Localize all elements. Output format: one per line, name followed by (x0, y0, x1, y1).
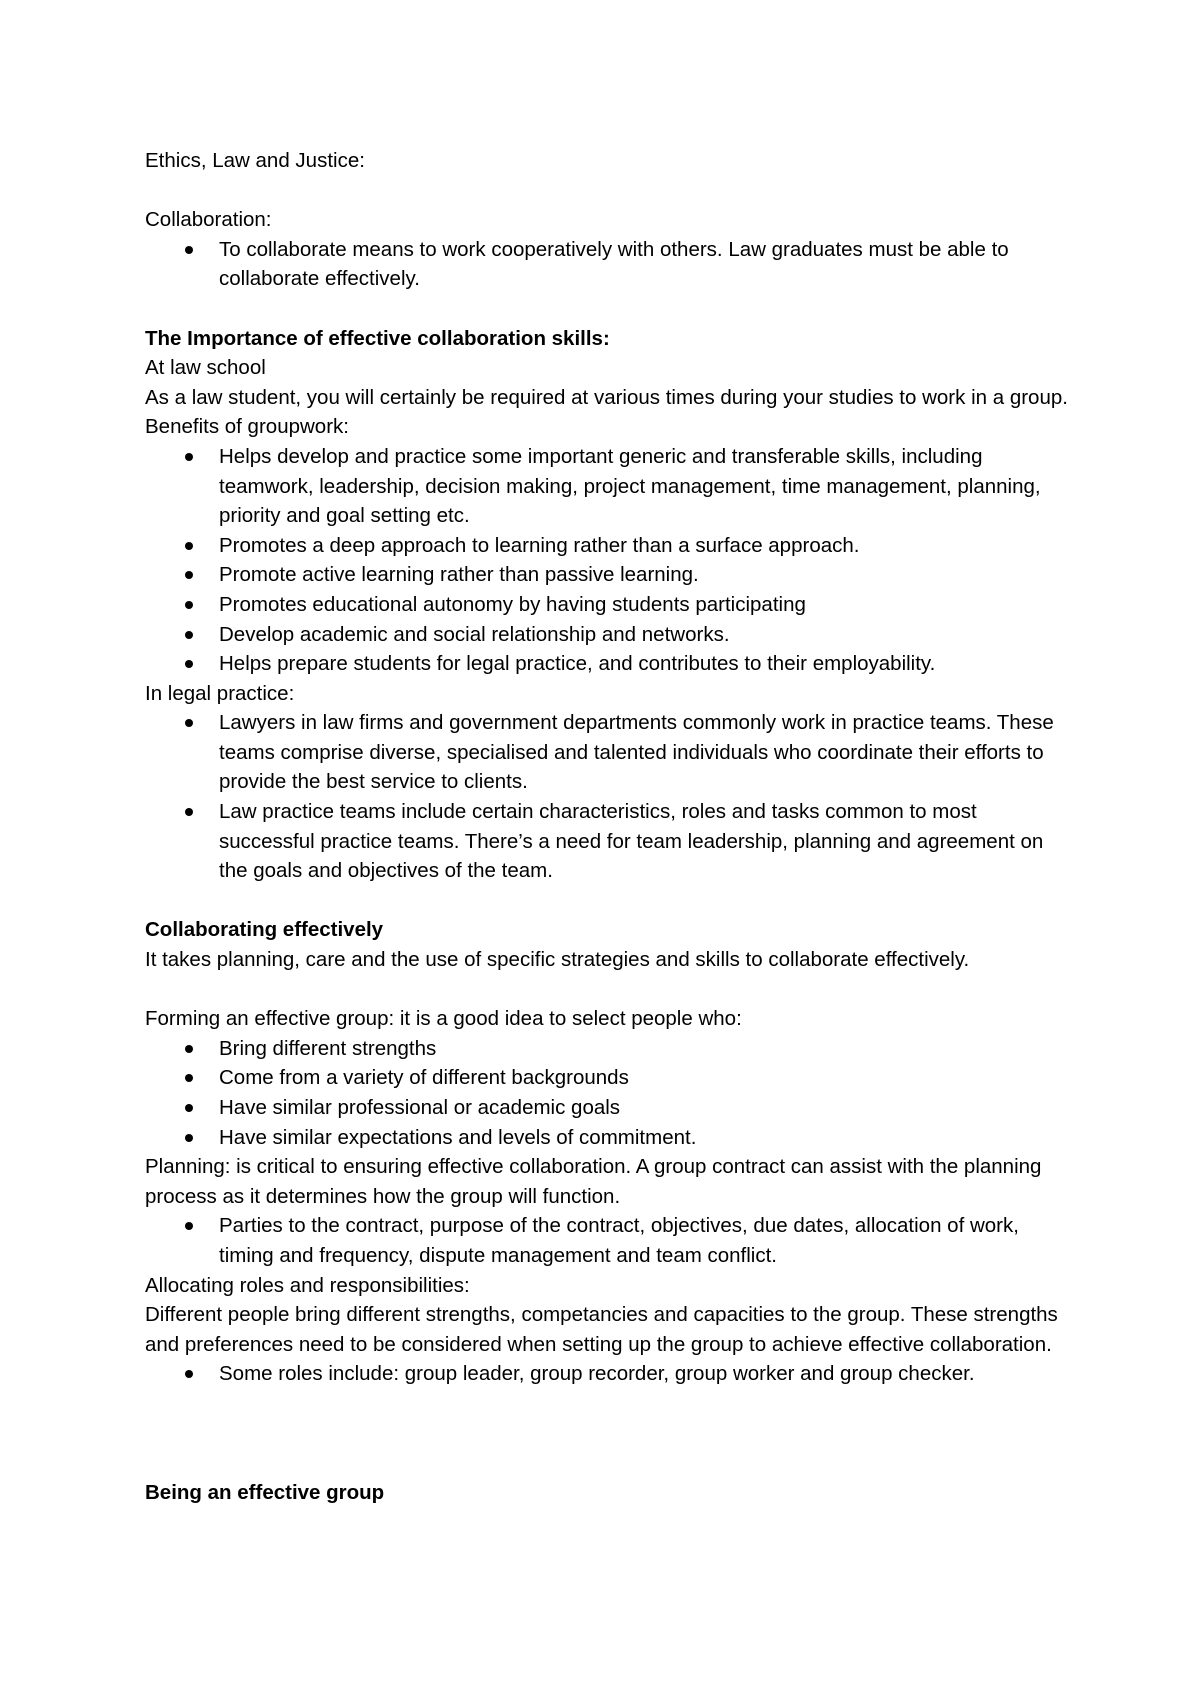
list-item: Promotes a deep approach to learning rather than a surface approach. (145, 531, 1075, 561)
spacer (145, 975, 1075, 1005)
list-item: Helps develop and practice some important generic and transferable skills, including teamwork, leadership, decision making, project management, time management, planning, priority and goal setting etc. (145, 442, 1075, 531)
list-item: To collaborate means to work cooperatively with others. Law graduates must be able to collaborate effectively. (145, 235, 1075, 294)
allocating-text: Different people bring different strengths, competancies and capacities to the group. These strengths and preferences need to be considered when setting up the group to achieve effective collaboration. (145, 1303, 1058, 1356)
list-item: Some roles include: group leader, group recorder, group worker and group checker. (145, 1359, 1075, 1389)
collaborating-intro: It takes planning, care and the use of specific strategies and skills to collaborate effectively. (145, 948, 970, 972)
law-school-label: At law school (145, 356, 266, 380)
collaboration-heading: Collaboration: (145, 208, 272, 232)
collaboration-list (145, 235, 1075, 294)
list-item: Bring different strengths (145, 1034, 1075, 1064)
forming-list (145, 1034, 1075, 1152)
document-title: Ethics, Law and Justice: (145, 149, 365, 172)
list-item: Develop academic and social relationship and networks. (145, 620, 1075, 650)
list-item: Lawyers in law firms and government departments commonly work in practice teams. These teams comprise diverse, specialised and talented individuals who coordinate their efforts to provide the best service to clients. (145, 708, 1075, 797)
law-school-intro: As a law student, you will certainly be required at various times during your studies to work in a group. Benefits of groupwork: (145, 385, 1068, 439)
roles-list (145, 1359, 1075, 1389)
planning-list (145, 1211, 1075, 1270)
list-item: Helps prepare students for legal practice, and contributes to their employability. (145, 649, 1075, 679)
list-item: Come from a variety of different backgrounds (145, 1063, 1075, 1093)
list-item: Promote active learning rather than passive learning. (145, 560, 1075, 590)
being-heading: Being an effective group (145, 1480, 385, 1504)
planning-paragraph: Planning: is critical to ensuring effective collaboration. A group contract can assist with the planning process as it determines how the group will function. (145, 1155, 1042, 1208)
document-page (145, 146, 1075, 1507)
legal-practice-label: In legal practice: (145, 681, 295, 705)
list-item: Promotes educational autonomy by having students participating (145, 590, 1075, 620)
spacer (145, 176, 1075, 206)
importance-heading: The Importance of effective collaboration skills: (145, 326, 610, 350)
spacer (145, 294, 1075, 324)
allocating-label: Allocating roles and responsibilities: (145, 1273, 470, 1297)
list-item: Have similar expectations and levels of commitment. (145, 1123, 1075, 1153)
collaborating-heading: Collaborating effectively (145, 918, 384, 942)
list-item: Have similar professional or academic goals (145, 1093, 1075, 1123)
list-item: Law practice teams include certain characteristics, roles and tasks common to most successful practice teams. There’s a need for team leadership, planning and agreement on the goals and objectives of the team. (145, 797, 1075, 886)
forming-intro: Forming an effective group: it is a good idea to select people who: (145, 1007, 742, 1031)
spacer (145, 1389, 1075, 1478)
legal-practice-list (145, 708, 1075, 886)
benefits-list (145, 442, 1075, 679)
spacer (145, 886, 1075, 916)
list-item: Parties to the contract, purpose of the contract, objectives, due dates, allocation of work, timing and frequency, dispute management and team conflict. (145, 1211, 1075, 1270)
